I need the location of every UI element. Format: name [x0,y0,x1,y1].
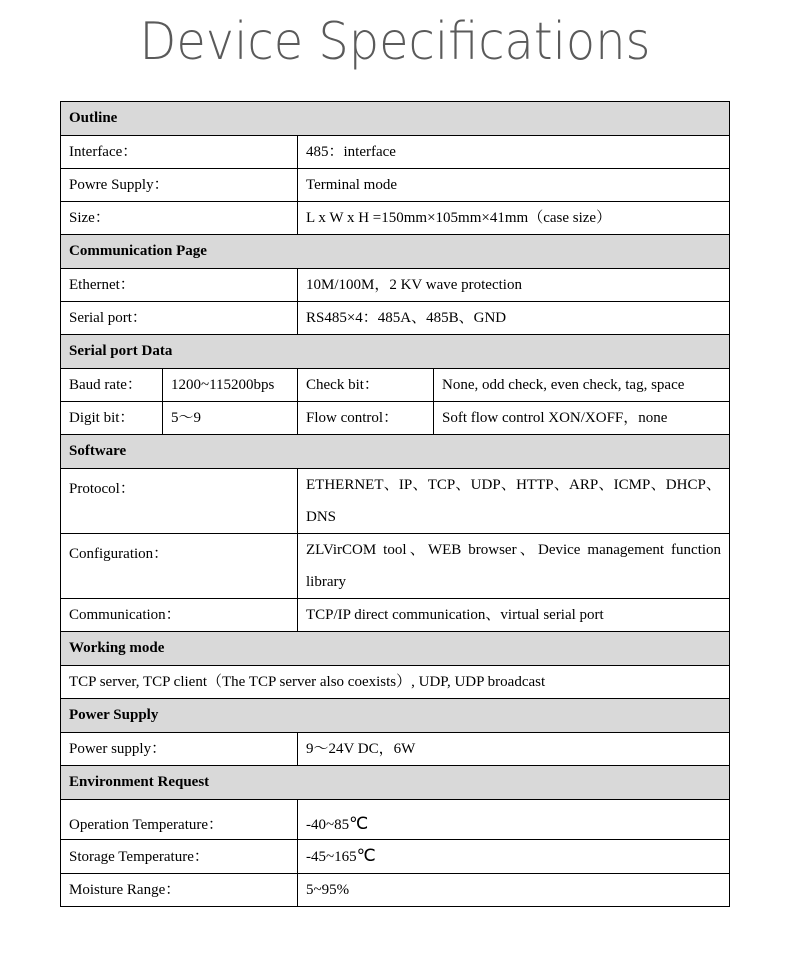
power-mode-label: Powre Supply： [61,169,298,202]
table-row [61,733,730,766]
protocol-value: ETHERNET、IP、TCP、UDP、HTTP、ARP、ICMP、DHCP、DNS [298,469,730,534]
table-row [61,534,730,599]
table-row [61,874,730,907]
section-row-power-supply [61,699,730,733]
section-header-working-mode: Working mode [61,632,730,666]
section-header-environment: Environment Request [61,766,730,800]
section-row-working-mode [61,632,730,666]
operation-temperature-label: Operation Temperature： [61,800,298,840]
size-label: Size： [61,202,298,235]
storage-temperature-label: Storage Temperature： [61,840,298,874]
flow-control-value: Soft flow control XON/XOFF，none [434,402,730,435]
table-row [61,469,730,534]
section-row-serial-data [61,335,730,369]
ethernet-label: Ethernet： [61,269,298,302]
celsius-unit: ℃ [356,846,376,865]
section-row-communication [61,235,730,269]
section-header-power-supply: Power Supply [61,699,730,733]
section-header-software: Software [61,435,730,469]
interface-label: Interface： [61,136,298,169]
protocol-label: Protocol： [61,469,298,534]
table-row [61,666,730,699]
configuration-value: ZLVirCOM tool、WEB browser、Device management function library [298,534,730,599]
serial-port-value: RS485×4：485A、485B、GND [298,302,730,335]
specifications-table [60,101,730,907]
digit-bit-label: Digit bit： [61,402,163,435]
table-row [61,269,730,302]
interface-value: 485：interface [298,136,730,169]
operation-temperature-value: -40~85 [306,817,350,833]
page-title: Device Specifications [139,12,651,72]
table-row [61,402,730,435]
section-row-software [61,435,730,469]
serial-port-label: Serial port： [61,302,298,335]
table-row [61,169,730,202]
baud-rate-value: 1200~115200bps [163,369,298,402]
ethernet-value: 10M/100M，2 KV wave protection [298,269,730,302]
communication-value: TCP/IP direct communication、virtual serial port [298,599,730,632]
moisture-range-value: 5~95% [298,874,730,907]
table-row [61,202,730,235]
check-bit-value: None, odd check, even check, tag, space [434,369,730,402]
storage-temperature-cell [298,840,730,874]
moisture-range-label: Moisture Range： [61,874,298,907]
digit-bit-value: 5～9 [163,402,298,435]
working-mode-value: TCP server, TCP client（The TCP server also coexists）, UDP, UDP broadcast [61,666,730,699]
power-supply-label: Power supply： [61,733,298,766]
table-row [61,599,730,632]
celsius-unit: ℃ [349,814,369,833]
operation-temperature-cell [298,800,730,840]
table-row [61,800,730,840]
baud-rate-label: Baud rate： [61,369,163,402]
table-row [61,369,730,402]
configuration-label: Configuration： [61,534,298,599]
section-header-serial-data: Serial port Data [61,335,730,369]
table-row [61,302,730,335]
table-row [61,840,730,874]
communication-label: Communication： [61,599,298,632]
table-row [61,136,730,169]
section-row-environment [61,766,730,800]
storage-temperature-value: -45~165 [306,849,357,865]
power-mode-value: Terminal mode [298,169,730,202]
section-header-communication: Communication Page [61,235,730,269]
flow-control-label: Flow control： [298,402,434,435]
size-value: L x W x H =150mm×105mm×41mm（case size） [298,202,730,235]
section-header-outline: Outline [61,102,730,136]
section-row-outline [61,102,730,136]
power-supply-value: 9～24V DC，6W [298,733,730,766]
check-bit-label: Check bit： [298,369,434,402]
